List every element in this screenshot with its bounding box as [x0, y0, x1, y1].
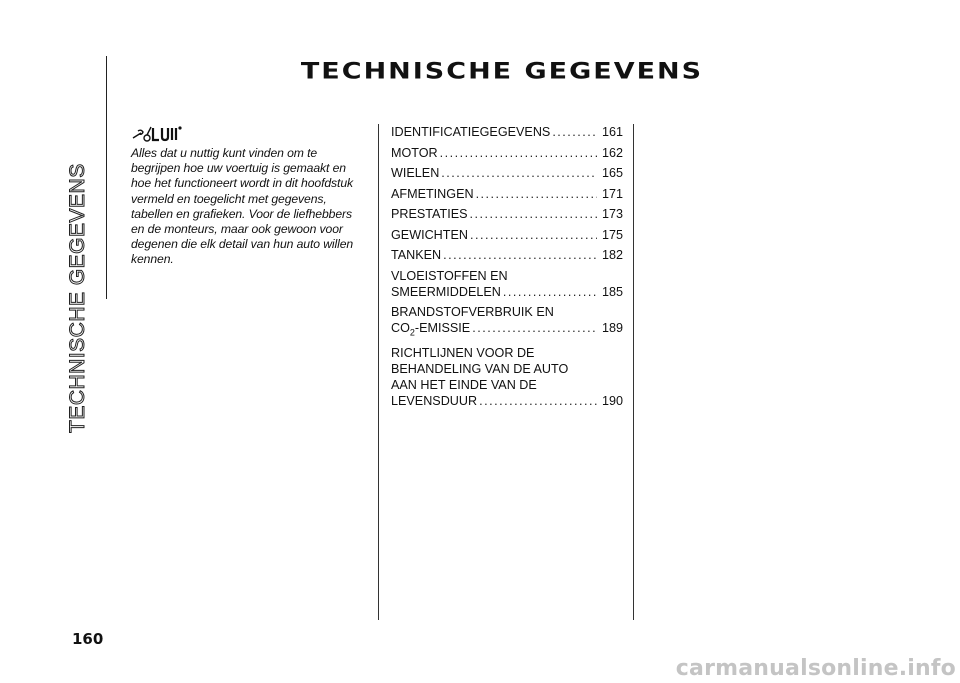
- toc-entry-page: 189: [601, 321, 623, 335]
- toc-entry[interactable]: [391, 247, 623, 263]
- toc-entry[interactable]: [391, 304, 623, 341]
- toc-entry-page: 190: [601, 394, 623, 409]
- toc-entry[interactable]: [391, 145, 623, 161]
- toc-entry-title-line: BEHANDELING VAN DE AUTO: [391, 362, 569, 377]
- toc-entry-title-line: IDENTIFICATIEGEGEVENS: [391, 125, 551, 139]
- toc-entry-page: 173: [601, 207, 623, 221]
- toc-entry-title-line: SMEERMIDDELEN: [391, 284, 501, 299]
- dot-leader: [503, 284, 597, 300]
- dot-leader: [476, 186, 597, 202]
- toc-entry-title-line: AAN HET EINDE VAN DE: [391, 378, 537, 393]
- dot-leader: [470, 227, 597, 243]
- toc-entry-title-line: PRESTATIES: [391, 207, 468, 221]
- dot-leader: [470, 206, 597, 222]
- toc-entry-page: 161: [601, 125, 623, 139]
- mechanic-wrench-icon: [131, 124, 183, 144]
- toc-entry[interactable]: [391, 165, 623, 181]
- toc-entry-page: 162: [601, 145, 623, 160]
- page-title: TECHNISCHE GEGEVENS: [300, 58, 704, 85]
- dot-leader: [472, 320, 597, 336]
- toc-entry-page: 165: [601, 166, 623, 180]
- toc-entry-title-line: WIELEN: [391, 166, 440, 180]
- dot-leader: [441, 165, 597, 181]
- page-number: 160: [72, 630, 104, 648]
- toc-entry-title-line: RICHTLIJNEN VOOR DE: [391, 346, 535, 361]
- column-divider-left: [378, 124, 379, 620]
- side-chapter-title: TECHNISCHE GEGEVENS: [66, 163, 89, 433]
- side-divider: [106, 56, 107, 299]
- toc-entry-page: 171: [601, 186, 623, 201]
- toc-entry-title-line: LEVENSDUUR: [391, 394, 478, 409]
- toc-entry[interactable]: [391, 206, 623, 222]
- toc-entry-title-line: $CO_2$-EMISSIE: [391, 321, 471, 338]
- toc-entry-title-line: AFMETINGEN: [391, 186, 474, 201]
- watermark: carmanualsonline.info: [675, 656, 956, 681]
- toc-entry-title-line: BRANDSTOFVERBRUIK EN: [391, 305, 554, 319]
- dot-leader: [440, 145, 597, 161]
- toc-entry-page: 182: [601, 248, 623, 262]
- toc-entry-page: 175: [601, 227, 623, 242]
- dot-leader: [479, 393, 597, 409]
- toc-entry-title-line: VLOEISTOFFEN EN: [391, 268, 508, 283]
- table-of-contents: [391, 124, 623, 414]
- toc-entry[interactable]: [391, 227, 623, 243]
- dot-leader: [443, 247, 597, 263]
- toc-entry[interactable]: [391, 186, 623, 202]
- intro-block: [131, 124, 363, 268]
- toc-entry-page: 185: [601, 284, 623, 299]
- intro-text: Alles dat u nuttig kunt vinden om te begrijpen hoe uw voertuig is gemaakt en hoe het functioneert wordt in dit hoofdstuk vermeld en toegelicht met gegevens, tabellen en grafieken. Voor de liefhebbers en de monteurs, maar ook gewoon voor degenen die elk detail van hun auto willen kennen.: [131, 146, 354, 267]
- toc-entry-title-line: GEWICHTEN: [391, 227, 468, 242]
- dot-leader: [552, 124, 597, 140]
- toc-entry-title-line: TANKEN: [391, 248, 442, 262]
- toc-entry-title-line: MOTOR: [391, 145, 438, 160]
- column-divider-right: [633, 124, 634, 620]
- toc-entry[interactable]: [391, 268, 623, 300]
- toc-entry[interactable]: [391, 124, 623, 140]
- toc-entry[interactable]: [391, 345, 623, 409]
